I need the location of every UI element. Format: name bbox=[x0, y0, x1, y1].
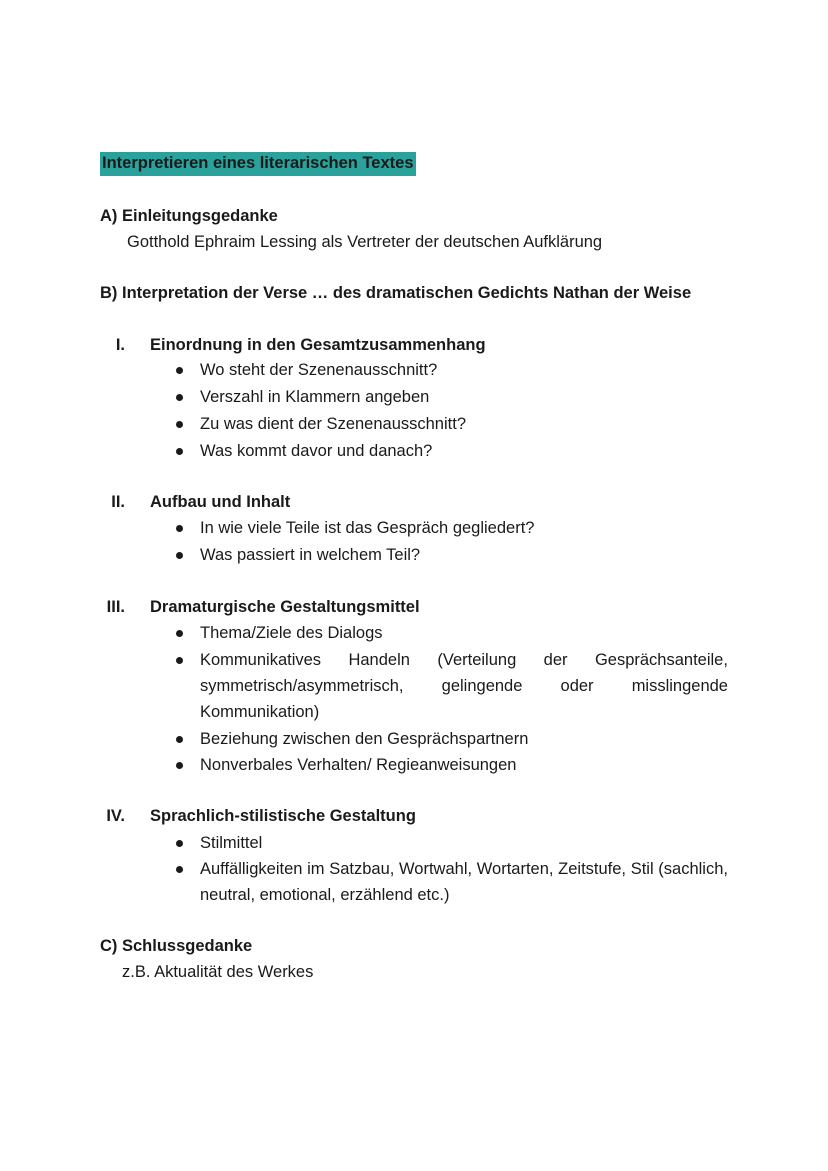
list-item: Thema/Ziele des Dialogs bbox=[200, 624, 383, 642]
word: Wortarten, bbox=[476, 860, 554, 878]
section-c-heading: C) Schlussgedanke bbox=[100, 937, 253, 955]
document-title: Interpretieren eines literarischen Textes bbox=[100, 152, 416, 176]
list-item: Verszahl in Klammern angeben bbox=[200, 388, 430, 406]
part-iv-heading: Sprachlich-stilistische Gestaltung bbox=[150, 807, 416, 825]
list-item-line: neutral, emotional, erzählend etc.) bbox=[200, 886, 450, 904]
word: gelingende bbox=[441, 677, 523, 695]
list-item-line: Kommunikation) bbox=[200, 703, 320, 721]
section-a-text: Gotthold Ephraim Lessing als Vertreter der deutschen Aufklärung bbox=[127, 233, 603, 251]
word: Kommunikatives bbox=[200, 651, 322, 669]
bullet-dot bbox=[176, 525, 183, 532]
list-item: Stilmittel bbox=[200, 834, 263, 852]
word: Wortwahl, bbox=[399, 860, 473, 878]
list-item: Was kommt davor und danach? bbox=[200, 442, 433, 460]
list-item-line bbox=[200, 650, 728, 670]
bullet-dot bbox=[176, 762, 183, 769]
list-item: In wie viele Teile ist das Gespräch gegliedert? bbox=[200, 519, 535, 537]
bullet-dot bbox=[176, 552, 183, 559]
bullet-dot bbox=[176, 736, 183, 743]
part-iv-numeral: IV. bbox=[106, 807, 125, 825]
bullet-dot bbox=[176, 421, 183, 428]
word: im bbox=[307, 860, 325, 878]
bullet-dot bbox=[176, 840, 183, 847]
part-i-heading: Einordnung in den Gesamtzusammenhang bbox=[150, 336, 486, 354]
bullet-dot bbox=[176, 866, 183, 873]
word: (Verteilung bbox=[437, 651, 517, 669]
part-iii-heading: Dramaturgische Gestaltungsmittel bbox=[150, 598, 420, 616]
word: Auffälligkeiten bbox=[200, 860, 303, 878]
bullet-dot bbox=[176, 448, 183, 455]
list-item-line bbox=[200, 859, 728, 879]
part-iii-numeral: III. bbox=[106, 598, 125, 616]
list-item-line bbox=[200, 676, 728, 696]
part-ii-numeral: II. bbox=[111, 493, 125, 511]
list-item: Zu was dient der Szenenausschnitt? bbox=[200, 415, 466, 433]
word: oder bbox=[560, 677, 594, 695]
list-item: Beziehung zwischen den Gesprächspartnern bbox=[200, 730, 529, 748]
bullet-dot bbox=[176, 394, 183, 401]
list-item: Was passiert in welchem Teil? bbox=[200, 546, 421, 564]
word: Gesprächsanteile, bbox=[594, 651, 728, 669]
bullet-dot bbox=[176, 630, 183, 637]
word: Satzbau, bbox=[329, 860, 395, 878]
word: (sachlich, bbox=[658, 860, 728, 878]
bullet-dot bbox=[176, 657, 183, 664]
word: Zeitstufe, bbox=[558, 860, 627, 878]
word: symmetrisch/asymmetrisch, bbox=[200, 677, 404, 695]
word: Stil bbox=[630, 860, 654, 878]
bullet-dot bbox=[176, 367, 183, 374]
part-ii-heading: Aufbau und Inhalt bbox=[150, 493, 291, 511]
list-item: Wo steht der Szenenausschnitt? bbox=[200, 361, 438, 379]
word: der bbox=[543, 651, 568, 669]
section-c-text: z.B. Aktualität des Werkes bbox=[122, 963, 314, 981]
section-b-heading: B) Interpretation der Verse … des dramatischen Gedichts Nathan der Weise bbox=[100, 284, 692, 302]
word: misslingende bbox=[631, 677, 728, 695]
word: Handeln bbox=[348, 651, 410, 669]
section-a-heading: A) Einleitungsgedanke bbox=[100, 207, 278, 225]
list-item: Nonverbales Verhalten/ Regieanweisungen bbox=[200, 756, 517, 774]
part-i-numeral: I. bbox=[115, 336, 125, 354]
